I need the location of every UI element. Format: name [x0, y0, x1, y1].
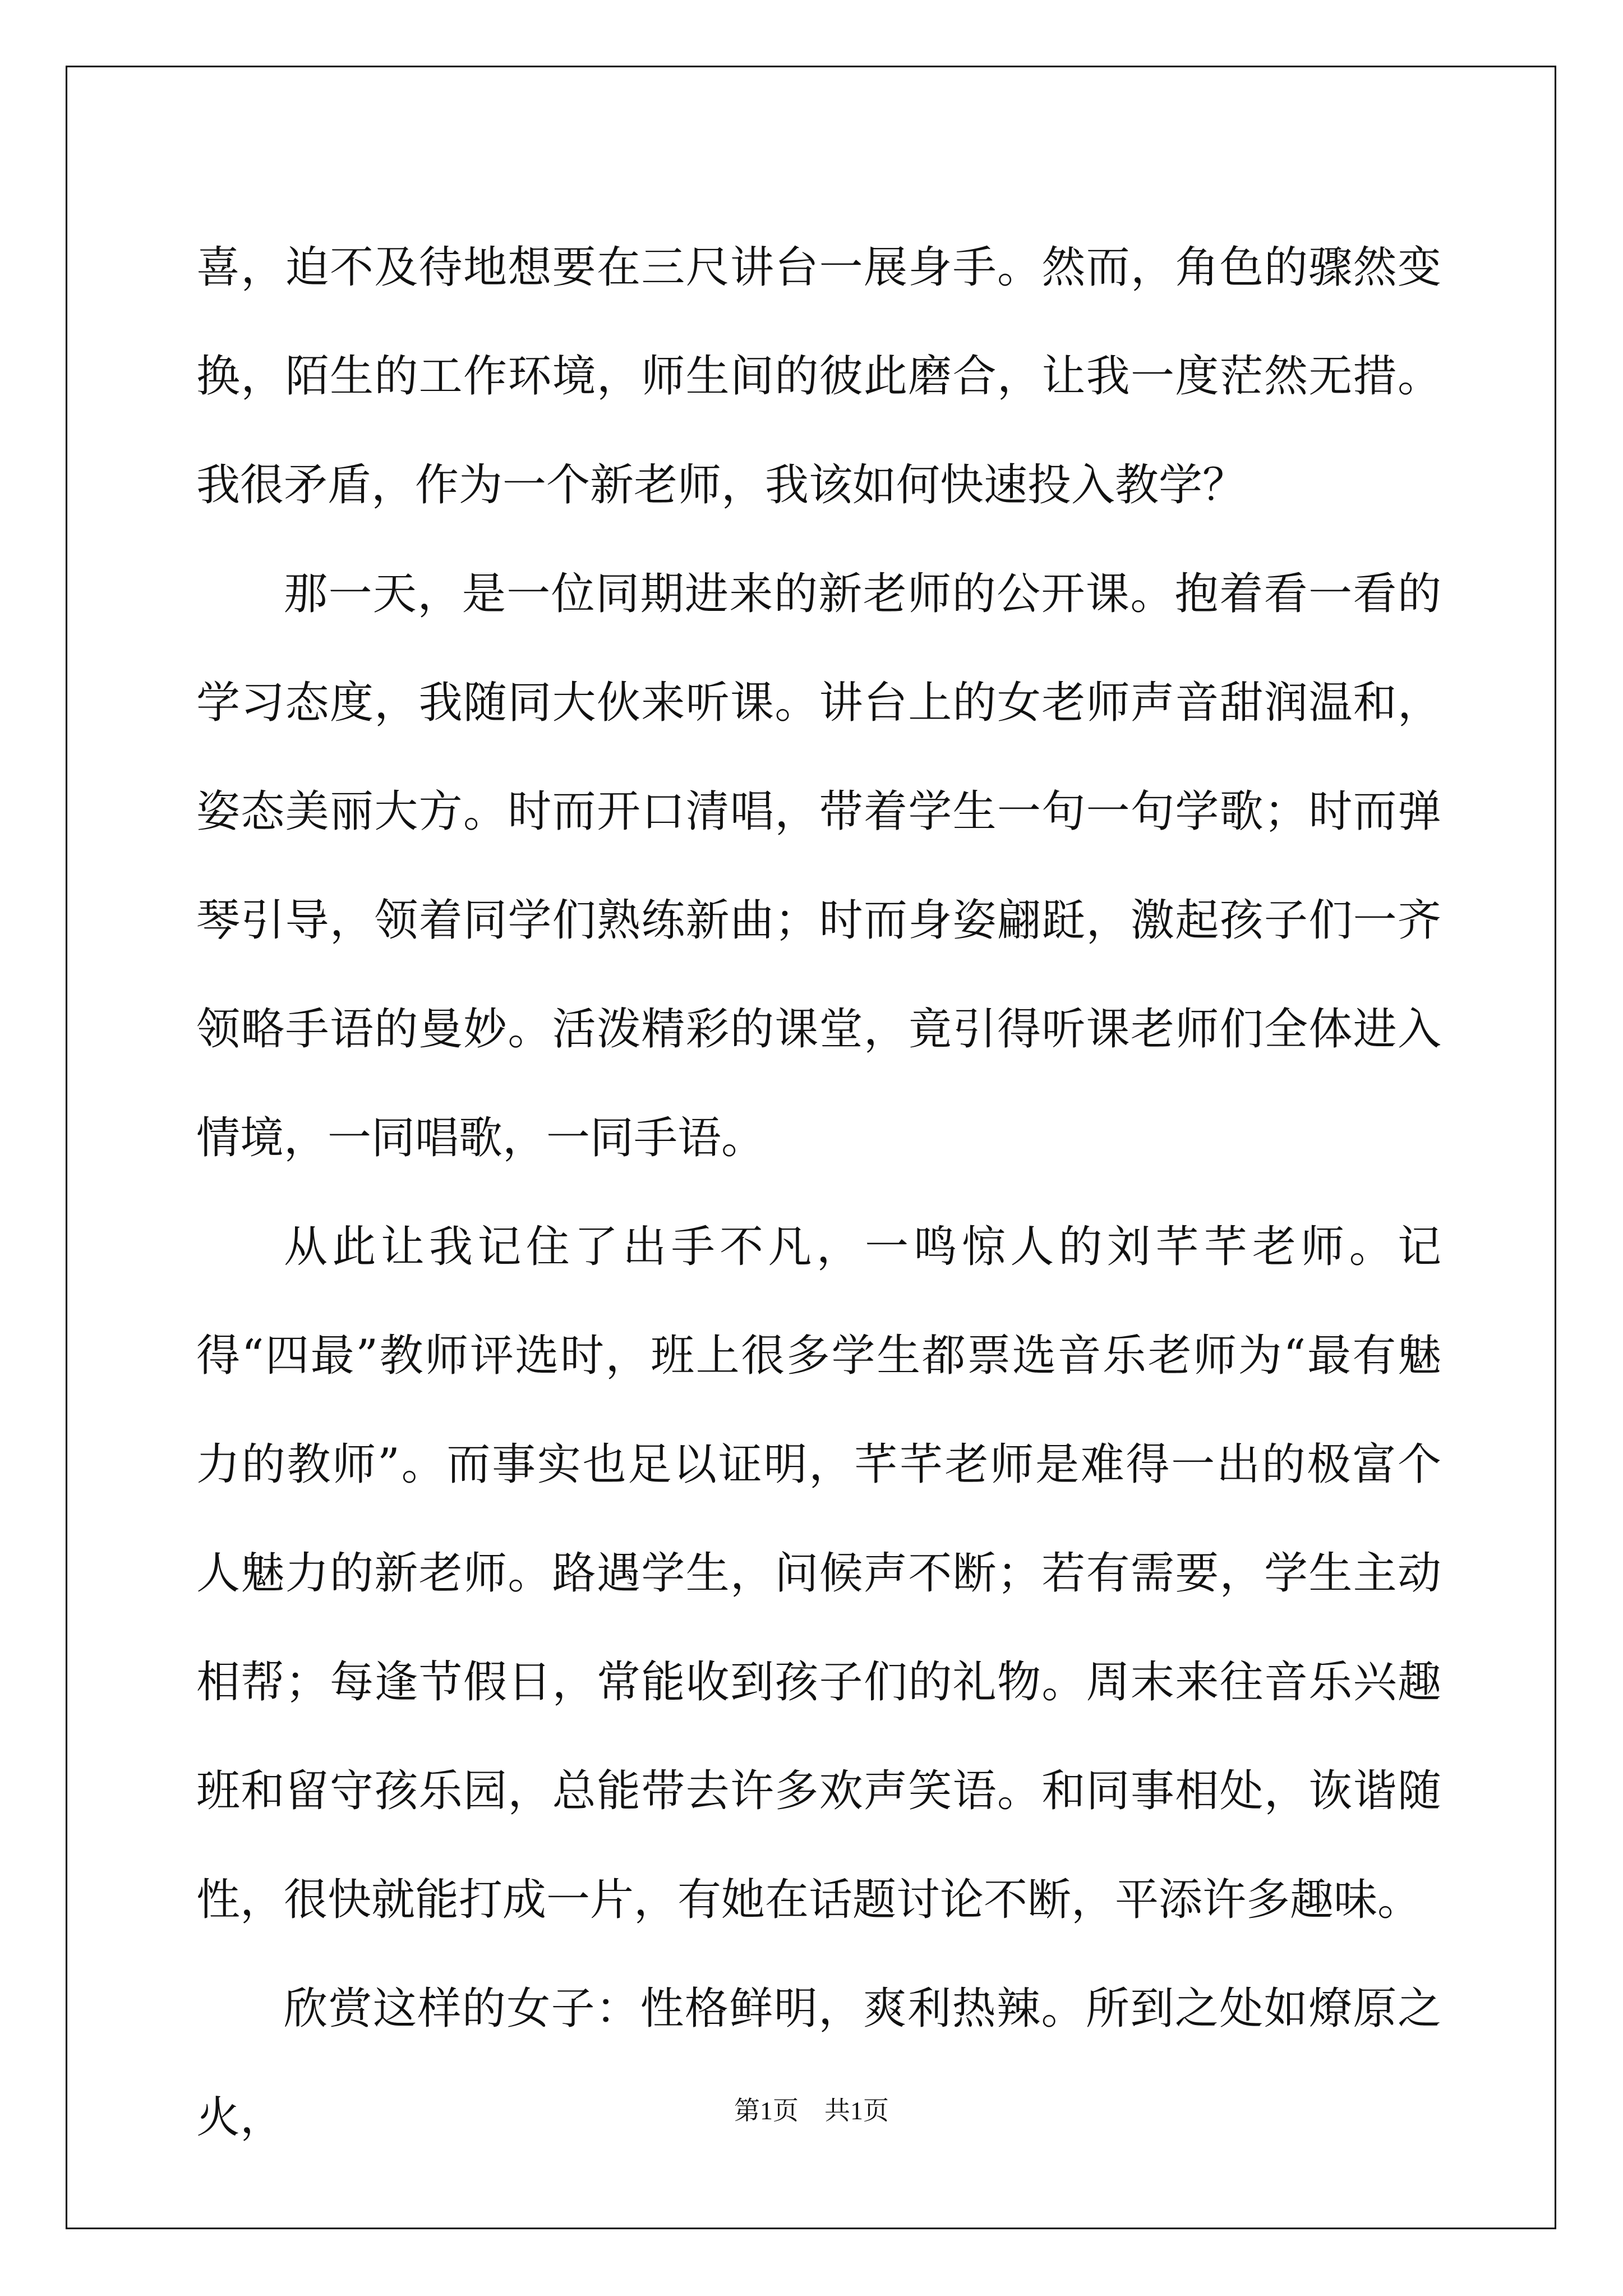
document-body [196, 213, 1441, 2172]
paragraph-1: 喜，迫不及待地想要在三尺讲台一展身手。然而，角色的骤然变换，陌生的工作环境，师生间的彼此磨合，让我一度茫然无措。我很矛盾，作为一个新老师，我该如何快速投入教学？ [196, 242, 1441, 510]
paragraph-4: 欣赏这样的女子：性格鲜明，爽利热辣。所到之处如燎原之火， [196, 1984, 1441, 2143]
paragraph-2: 那一天，是一位同期进来的新老师的公开课。抱着看一看的学习态度，我随同大伙来听课。讲台上的女老师声音甜润温和，姿态美丽大方。时而开口清唱，带着学生一句一句学歌；时而弹琴引导，领着同学们熟练新曲；时而身姿翩跹，激起孩子们一齐领略手语的曼妙。活泼精彩的课堂，竟引得听课老师们全体进入情境，一同唱歌，一同手语。 [196, 569, 1441, 1163]
page-number-footer: 第1页 共1页 [734, 2096, 889, 2125]
paragraph-3: 从此让我记住了出手不凡，一鸣惊人的刘芊芊老师。记得“四最”教师评选时，班上很多学生都票选音乐老师为“最有魅力的教师”。而事实也足以证明，芊芊老师是难得一出的极富个人魅力的新老师。路遇学生，问候声不断；若有需要，学生主动相帮；每逢节假日，常能收到孩子们的礼物。周末来往音乐兴趣班和留守孩乐园，总能带去许多欢声笑语。和同事相处，诙谐随性，很快就能打成一片，有她在话题讨论不断，平添许多趣味。 [196, 1222, 1441, 1925]
